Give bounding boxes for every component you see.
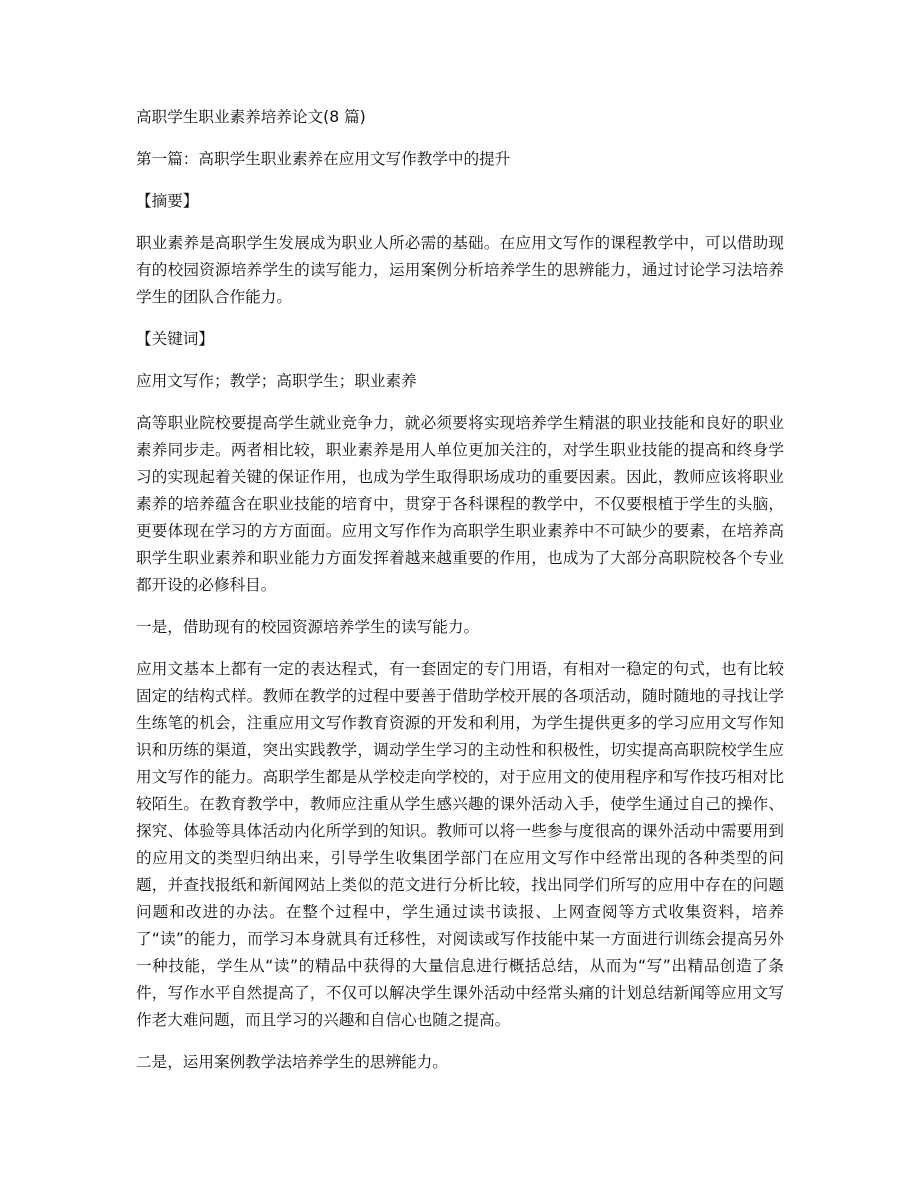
- document-title: 高职学生职业素养培养论文(8 篇): [136, 108, 366, 126]
- section1-heading: 一是，借助现有的校园资源培养学生的读写能力。: [136, 618, 480, 636]
- keywords-label: 【关键词】: [136, 330, 214, 348]
- document-page: [136, 104, 784, 1076]
- keywords-text: 应用文写作；教学；高职学生；职业素养: [136, 372, 417, 390]
- abstract-label: 【摘要】: [136, 192, 199, 210]
- chapter-heading: 第一篇：高职学生职业素养在应用文写作教学中的提升: [136, 150, 511, 168]
- section1-paragraph: 应用文基本上都有一定的表达程式，有一套固定的专门用语，有相对一稳定的句式，也有比较固定的结构式样。教师在教学的过程中要善于借助学校开展的各项活动，随时随地的寻找让学生练笔的机会，注重应用文写作教育资源的开发和利用，为学生提供更多的学习应用文写作知识和历练的渠道，突出实践教学，调动学生学习的主动性和积极性，切实提高高职院校学生应用文写作的能力。高职学生都是从学校走向学校的，对于应用文的使用程序和写作技巧相对比较陌生。在教育教学中，教师应注重从学生感兴趣的课外活动入手，使学生通过自己的操作、探究、体验等具体活动内化所学到的知识。教师可以将一些参与度很高的课外活动中需要用到的应用文的类型归纳出来，引导学生收集团学部门在应用文写作中经常出现的各种类型的问题，并查找报纸和新闻网站上类似的范文进行分析比较，找出同学们所写的应用中存在的问题问题和改进的办法。在整个过程中，学生通过读书读报、上网查阅等方式收集资料，培养了“读”的能力，而学习本身就具有迁移性，对阅读或写作技能中某一方面进行训练会提高另外一种技能，学生从“读”的精品中获得的大量信息进行概括总结，从而为“写”出精品创造了条件，写作水平自然提高了，不仅可以解决学生课外活动中经常头痛的计划总结新闻等应用文写作老大难问题，而且学习的兴趣和自信心也随之提高。: [136, 660, 784, 1029]
- section2-heading: 二是，运用案例教学法培养学生的思辨能力。: [136, 1053, 448, 1071]
- intro-paragraph: 高等职业院校要提高学生就业竞争力，就必须要将实现培养学生精湛的职业技能和良好的职业素养同步走。两者相比较，职业素养是用人单位更加关注的，对学生职业技能的提高和终身学习的实现起着关键的保证作用，也成为学生取得职场成功的重要因素。因此，教师应该将职业素养的培养蕴含在职业技能的培育中，贯穿于各科课程的教学中，不仅要根植于学生的头脑，更要体现在学习的方方面面。应用文写作作为高职学生职业素养中不可缺少的要素，在培养高职学生职业素养和职业能力方面发挥着越来越重要的作用，也成为了大部分高职院校各个专业都开设的必修科目。: [136, 414, 784, 594]
- abstract-text: 职业素养是高职学生发展成为职业人所必需的基础。在应用文写作的课程教学中，可以借助现有的校园资源培养学生的读写能力，运用案例分析培养学生的思辨能力，通过讨论学习法培养学生的团队合作能力。: [136, 234, 784, 306]
